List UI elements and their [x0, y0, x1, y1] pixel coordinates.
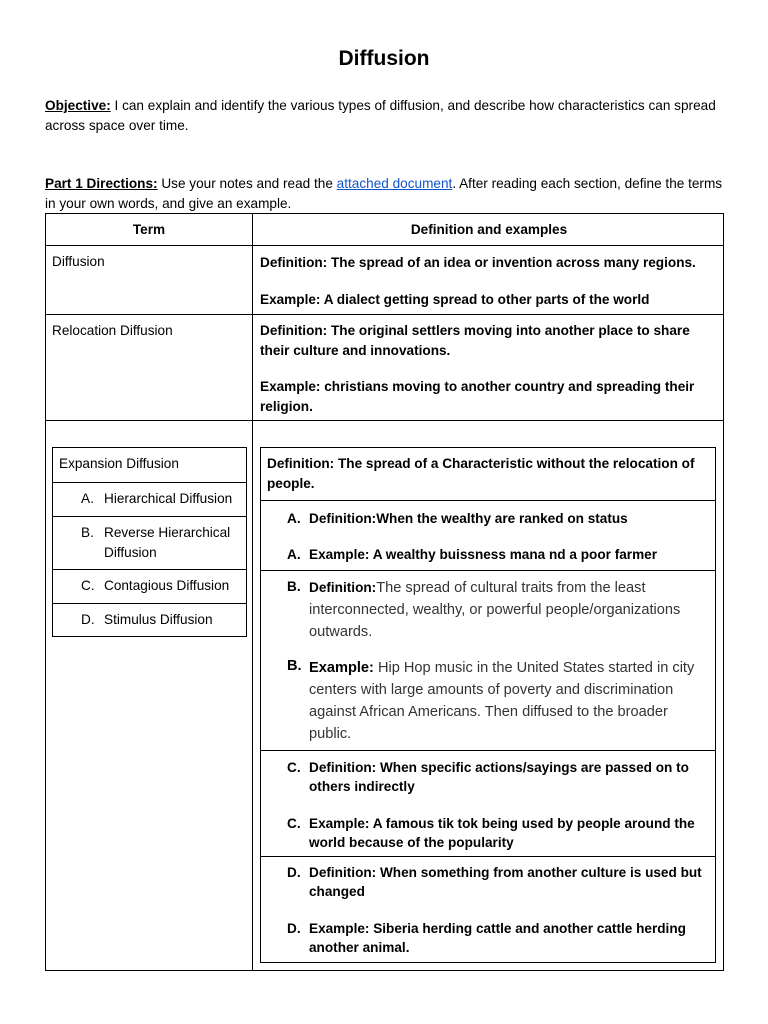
subterm-row — [53, 482, 246, 516]
directions-text-before: Use your notes and read the — [157, 176, 337, 191]
subterm-label: Stimulus Diffusion — [104, 612, 213, 627]
header-term: Term — [132, 222, 166, 237]
item-example: Example: A wealthy buissness mana nd a poor farmer — [309, 547, 658, 562]
directions-paragraph — [45, 174, 725, 214]
subterm-row — [53, 516, 246, 569]
item-marker: D. — [287, 921, 301, 936]
row-divider — [46, 314, 723, 315]
subterm-marker: C. — [81, 578, 95, 593]
item-d — [261, 856, 715, 963]
item-definition: Definition: When something from another culture is used but changed — [309, 865, 702, 899]
attached-document-link[interactable]: attached document — [336, 176, 453, 191]
expansion-terms-table — [52, 447, 247, 637]
objective-text: I can explain and identify the various types of diffusion, and describe how characteristics can spread across space over time. — [45, 98, 716, 133]
term-relocation: Relocation Diffusion — [52, 323, 173, 338]
item-example: Example: Siberia herding cattle and another cattle herding another animal. — [309, 921, 686, 955]
subterm-row — [53, 603, 246, 636]
diffusion-definition: Definition: The spread of an idea or invention across many regions. — [260, 255, 696, 270]
header-definition: Definition and examples — [410, 222, 568, 237]
page-title: Diffusion — [338, 47, 430, 70]
subterm-label: Hierarchical Diffusion — [104, 491, 233, 506]
item-definition-label: Definition: — [309, 580, 377, 595]
item-marker: D. — [287, 865, 301, 880]
item-marker: C. — [287, 816, 301, 831]
item-example: Example: A famous tik tok being used by people around the world because of the popularity — [309, 816, 695, 850]
item-b — [261, 570, 715, 751]
directions-label: Part 1 Directions: — [45, 176, 158, 191]
relocation-definition: Definition: The original settlers moving into another place to share their culture and innovations. — [260, 323, 690, 358]
subterm-marker: A. — [81, 491, 94, 506]
directions-text-after: . After reading each section, define the terms in your own words, and give an example. — [45, 176, 723, 211]
item-marker: C. — [287, 760, 301, 775]
item-definition: Definition:When the wealthy are ranked on status — [309, 511, 628, 526]
item-marker: B. — [287, 658, 302, 674]
item-definition: The spread of cultural traits from the least interconnected, wealthy, or powerful people/organizations outwards. — [309, 580, 681, 640]
item-example-label: Example: — [309, 660, 374, 676]
item-marker: B. — [287, 579, 301, 594]
diffusion-example: Example: A dialect getting spread to other parts of the world — [260, 292, 650, 307]
relocation-example: Example: christians moving to another country and spreading their religion. — [260, 379, 695, 414]
item-marker: A. — [287, 511, 301, 526]
subterm-marker: B. — [81, 525, 94, 540]
term-diffusion: Diffusion — [52, 254, 105, 269]
item-example: Hip Hop music in the United States started in city centers with large amounts of poverty and discrimination against African Americans. Then diffused to the broader public. — [309, 660, 695, 742]
objective-paragraph — [45, 96, 725, 136]
expansion-definitions-table — [260, 447, 716, 963]
subterm-label: Reverse Hierarchical Diffusion — [104, 525, 231, 560]
subterm-marker: D. — [81, 612, 95, 627]
subterm-label: Contagious Diffusion — [104, 578, 230, 593]
item-a — [261, 500, 715, 571]
objective-label: Objective: — [45, 98, 111, 113]
term-expansion: Expansion Diffusion — [59, 456, 179, 471]
item-definition: Definition: When specific actions/sayings are passed on to others indirectly — [309, 760, 689, 794]
item-marker: A. — [287, 547, 301, 562]
diffusion-table — [45, 213, 724, 971]
subterm-row — [53, 569, 246, 603]
row-divider — [46, 420, 723, 421]
row-divider — [46, 245, 723, 246]
expansion-definition: Definition: The spread of a Characteristic without the relocation of people. — [267, 456, 695, 491]
column-divider — [252, 214, 253, 970]
item-c — [261, 750, 715, 857]
